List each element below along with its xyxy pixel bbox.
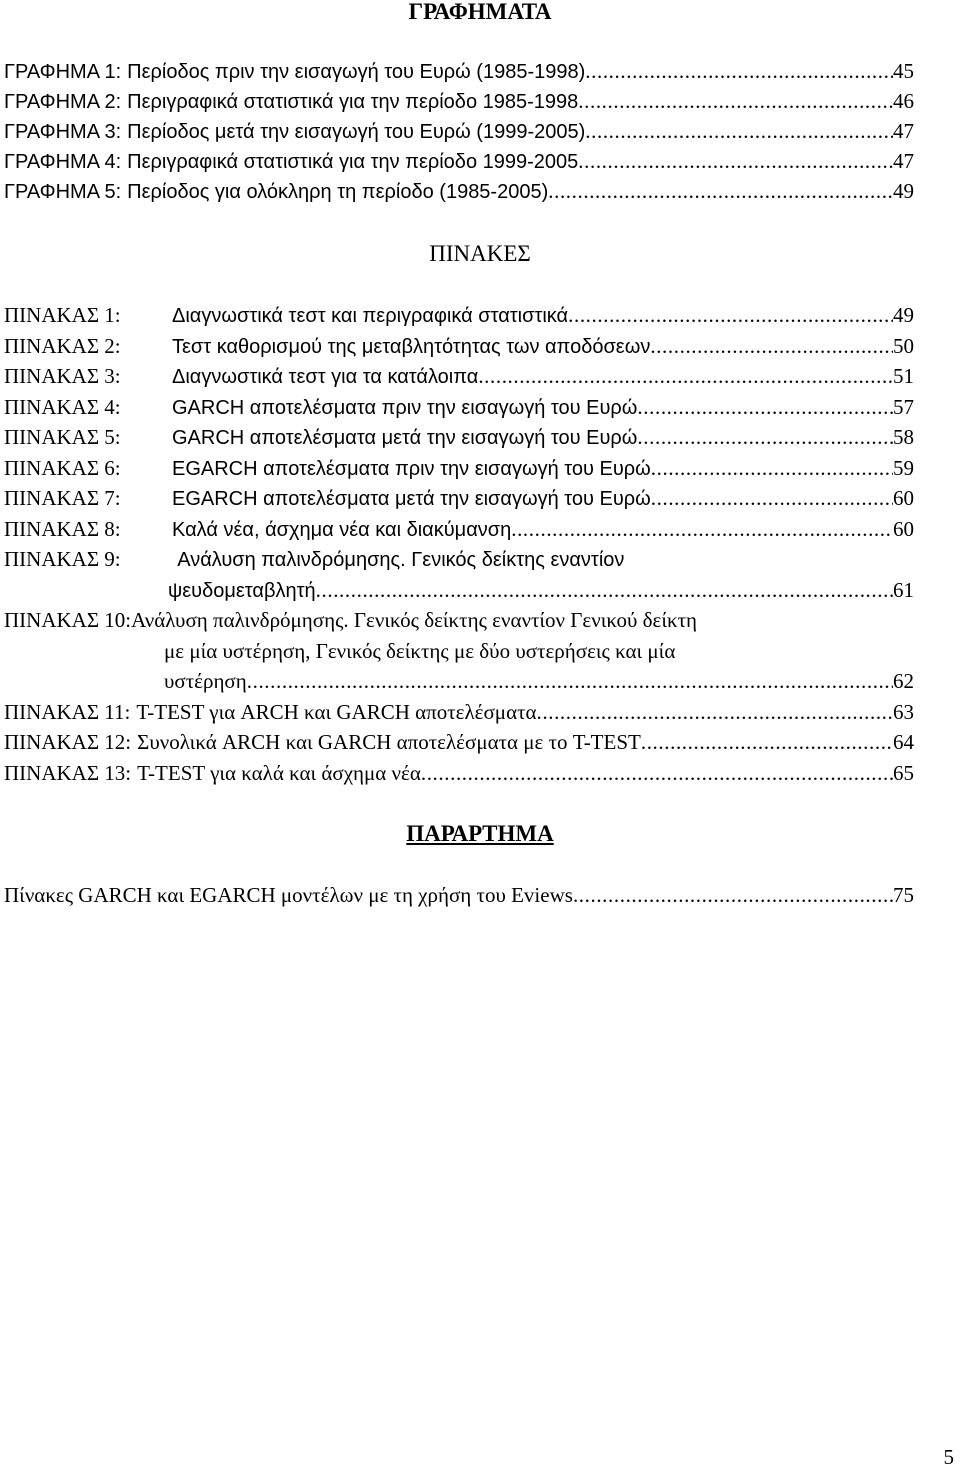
toc-entry[interactable]	[4, 758, 914, 789]
dot-leader	[585, 56, 893, 86]
toc-entry[interactable]	[4, 300, 914, 331]
dot-leader	[537, 697, 893, 728]
entry-page: 57	[893, 394, 914, 419]
entry-page: 75	[893, 883, 914, 907]
entry-page: 60	[893, 516, 914, 541]
entry-page: 47	[893, 149, 914, 173]
toc-entry[interactable]	[4, 116, 914, 146]
entry-title: T-TEST για καλά και άσχημα νέα	[137, 760, 421, 785]
toc-entry[interactable]	[4, 392, 914, 423]
entry-title: Περιγραφικά στατιστικά για την περίοδο 1985-1998	[127, 91, 579, 113]
entry-title: Περίοδος μετά την εισαγωγή του Ευρώ (1999-2005)	[127, 121, 586, 143]
entry-label: ΠΙΝΑΚΑΣ 12:	[4, 730, 132, 754]
toc-entry[interactable]	[4, 146, 914, 176]
entry-label: ΠΙΝΑΚΑΣ 9:	[4, 547, 121, 571]
dot-leader	[478, 361, 893, 392]
entry-label: ΠΙΝΑΚΑΣ 5:	[4, 425, 121, 449]
entry-page: 49	[893, 179, 914, 203]
entry-title: T-TEST για ARCH και GARCH αποτελέσματα	[136, 699, 537, 724]
toc-entry[interactable]	[4, 453, 914, 484]
entry-page: 60	[893, 486, 914, 510]
entry-label: ΠΙΝΑΚΑΣ 1:	[4, 303, 121, 327]
toc-entry[interactable]	[4, 86, 914, 116]
entry-line	[4, 605, 914, 636]
entry-label: ΠΙΝΑΚΑΣ 4:	[4, 394, 121, 419]
dot-leader	[578, 86, 893, 116]
tables-list	[4, 300, 914, 788]
tables-heading: ΠΙΝΑΚΕΣ	[429, 241, 531, 266]
entry-title: Διαγνωστικά τεστ για τα κατάλοιπα	[172, 366, 479, 388]
figures-heading: ΓΡΑΦΗΜΑΤΑ	[408, 0, 552, 24]
entry-title: EGARCH αποτελέσματα μετά την εισαγωγή του Ευρώ	[172, 488, 651, 510]
entry-title: Συνολικά ARCH και GARCH αποτελέσματα με το T-TEST	[137, 730, 641, 754]
entry-title: Περίοδος για ολόκληρη τη περίοδο (1985-2005)	[127, 181, 549, 203]
entry-title: Περιγραφικά στατιστικά για την περίοδο 1999-2005	[127, 151, 579, 173]
entry-label: ΠΙΝΑΚΑΣ 8:	[4, 516, 121, 541]
entry-title: Διαγνωστικά τεστ και περιγραφικά στατιστικά	[172, 305, 569, 327]
entry-line	[4, 636, 914, 667]
toc-entry[interactable]	[4, 56, 914, 86]
entry-label: ΠΙΝΑΚΑΣ 11:	[4, 699, 131, 724]
entry-page: 61	[893, 577, 914, 602]
toc-entry[interactable]	[4, 483, 914, 514]
dot-leader	[585, 116, 893, 146]
entry-line	[4, 575, 914, 606]
entry-label: ΓΡΑΦΗΜΑ 5:	[4, 181, 122, 203]
entry-title-line1: Ανάλυση παλινδρόμησης. Γενικός δείκτης εναντίον Γενικού δείκτη	[131, 608, 698, 632]
entry-title-line2: με μία υστέρηση, Γενικός δείκτης με δύο υστερήσεις και μία	[164, 638, 676, 663]
dot-leader	[421, 758, 893, 789]
entry-page: 49	[893, 303, 914, 327]
figures-list	[4, 56, 914, 206]
entry-label: ΠΙΝΑΚΑΣ 3:	[4, 364, 121, 388]
entry-label: ΓΡΑΦΗΜΑ 4:	[4, 151, 122, 173]
appendix-heading: ΠΑΡΑΡΤΗΜΑ	[406, 821, 554, 846]
entry-page: 58	[893, 425, 914, 449]
entry-page: 65	[893, 760, 914, 785]
toc-entry[interactable]	[4, 176, 914, 206]
entry-page: 62	[893, 669, 914, 693]
entry-page: 64	[893, 730, 914, 754]
toc-entry-multiline[interactable]	[4, 605, 914, 697]
entry-title: GARCH αποτελέσματα πριν την εισαγωγή του Ευρώ	[172, 396, 638, 419]
toc-entry[interactable]	[4, 422, 914, 453]
entry-page: 50	[893, 333, 914, 358]
dot-leader	[650, 331, 893, 362]
toc-entry[interactable]	[4, 331, 914, 362]
toc-entry[interactable]	[4, 727, 914, 758]
toc-entry-multiline[interactable]	[4, 544, 914, 605]
toc-entry[interactable]	[4, 880, 914, 911]
entry-title-line3: υστέρηση	[164, 669, 247, 693]
entry-title-line2: ψευδομεταβλητή	[168, 579, 316, 602]
entry-title: Τεστ καθορισμού της μεταβλητότητας των αποδόσεων	[172, 335, 651, 358]
entry-label: ΠΙΝΑΚΑΣ 6:	[4, 455, 121, 480]
entry-line	[4, 666, 914, 697]
entry-label: ΓΡΑΦΗΜΑ 1:	[4, 61, 122, 83]
entry-page: 51	[893, 364, 914, 388]
dot-leader	[651, 483, 893, 514]
entry-label: ΓΡΑΦΗΜΑ 3:	[4, 121, 122, 143]
dot-leader	[651, 453, 893, 484]
dot-leader	[247, 666, 893, 697]
dot-leader	[578, 146, 893, 176]
toc-entry[interactable]	[4, 514, 914, 545]
entry-line	[4, 544, 914, 575]
entry-label: ΓΡΑΦΗΜΑ 2:	[4, 91, 122, 113]
dot-leader	[573, 880, 893, 911]
entry-label: ΠΙΝΑΚΑΣ 7:	[4, 486, 121, 510]
dot-leader	[568, 300, 893, 331]
entry-page: 45	[893, 59, 914, 83]
entry-title: Καλά νέα, άσχημα νέα και διακύμανση	[172, 518, 512, 541]
toc-entry[interactable]	[4, 697, 914, 728]
entry-title: Περίοδος πριν την εισαγωγή του Ευρώ (1985-1998)	[127, 61, 586, 83]
toc-entry[interactable]	[4, 361, 914, 392]
entry-label: ΠΙΝΑΚΑΣ 10:	[4, 608, 132, 632]
entry-page: 47	[893, 119, 914, 143]
entry-label: ΠΙΝΑΚΑΣ 13:	[4, 760, 132, 785]
entry-page: 63	[893, 699, 914, 724]
page-number: 5	[943, 1445, 954, 1469]
entry-page: 46	[893, 89, 914, 113]
entry-title: Πίνακες GARCH και EGARCH μοντέλων με τη χρήση του Eviews	[4, 883, 573, 907]
dot-leader	[316, 575, 893, 606]
dot-leader	[641, 727, 893, 758]
appendix-list	[4, 880, 914, 911]
dot-leader	[637, 392, 893, 423]
dot-leader	[548, 176, 893, 206]
entry-title: EGARCH αποτελέσματα πριν την εισαγωγή του Ευρώ	[172, 457, 651, 480]
entry-label: ΠΙΝΑΚΑΣ 2:	[4, 333, 121, 358]
entry-title: GARCH αποτελέσματα μετά την εισαγωγή του Ευρώ	[172, 427, 638, 449]
entry-title-line1: Ανάλυση παλινδρόμησης. Γενικός δείκτης εναντίον	[177, 549, 625, 571]
entry-page: 59	[893, 455, 914, 480]
dot-leader	[511, 514, 893, 545]
dot-leader	[637, 422, 893, 453]
